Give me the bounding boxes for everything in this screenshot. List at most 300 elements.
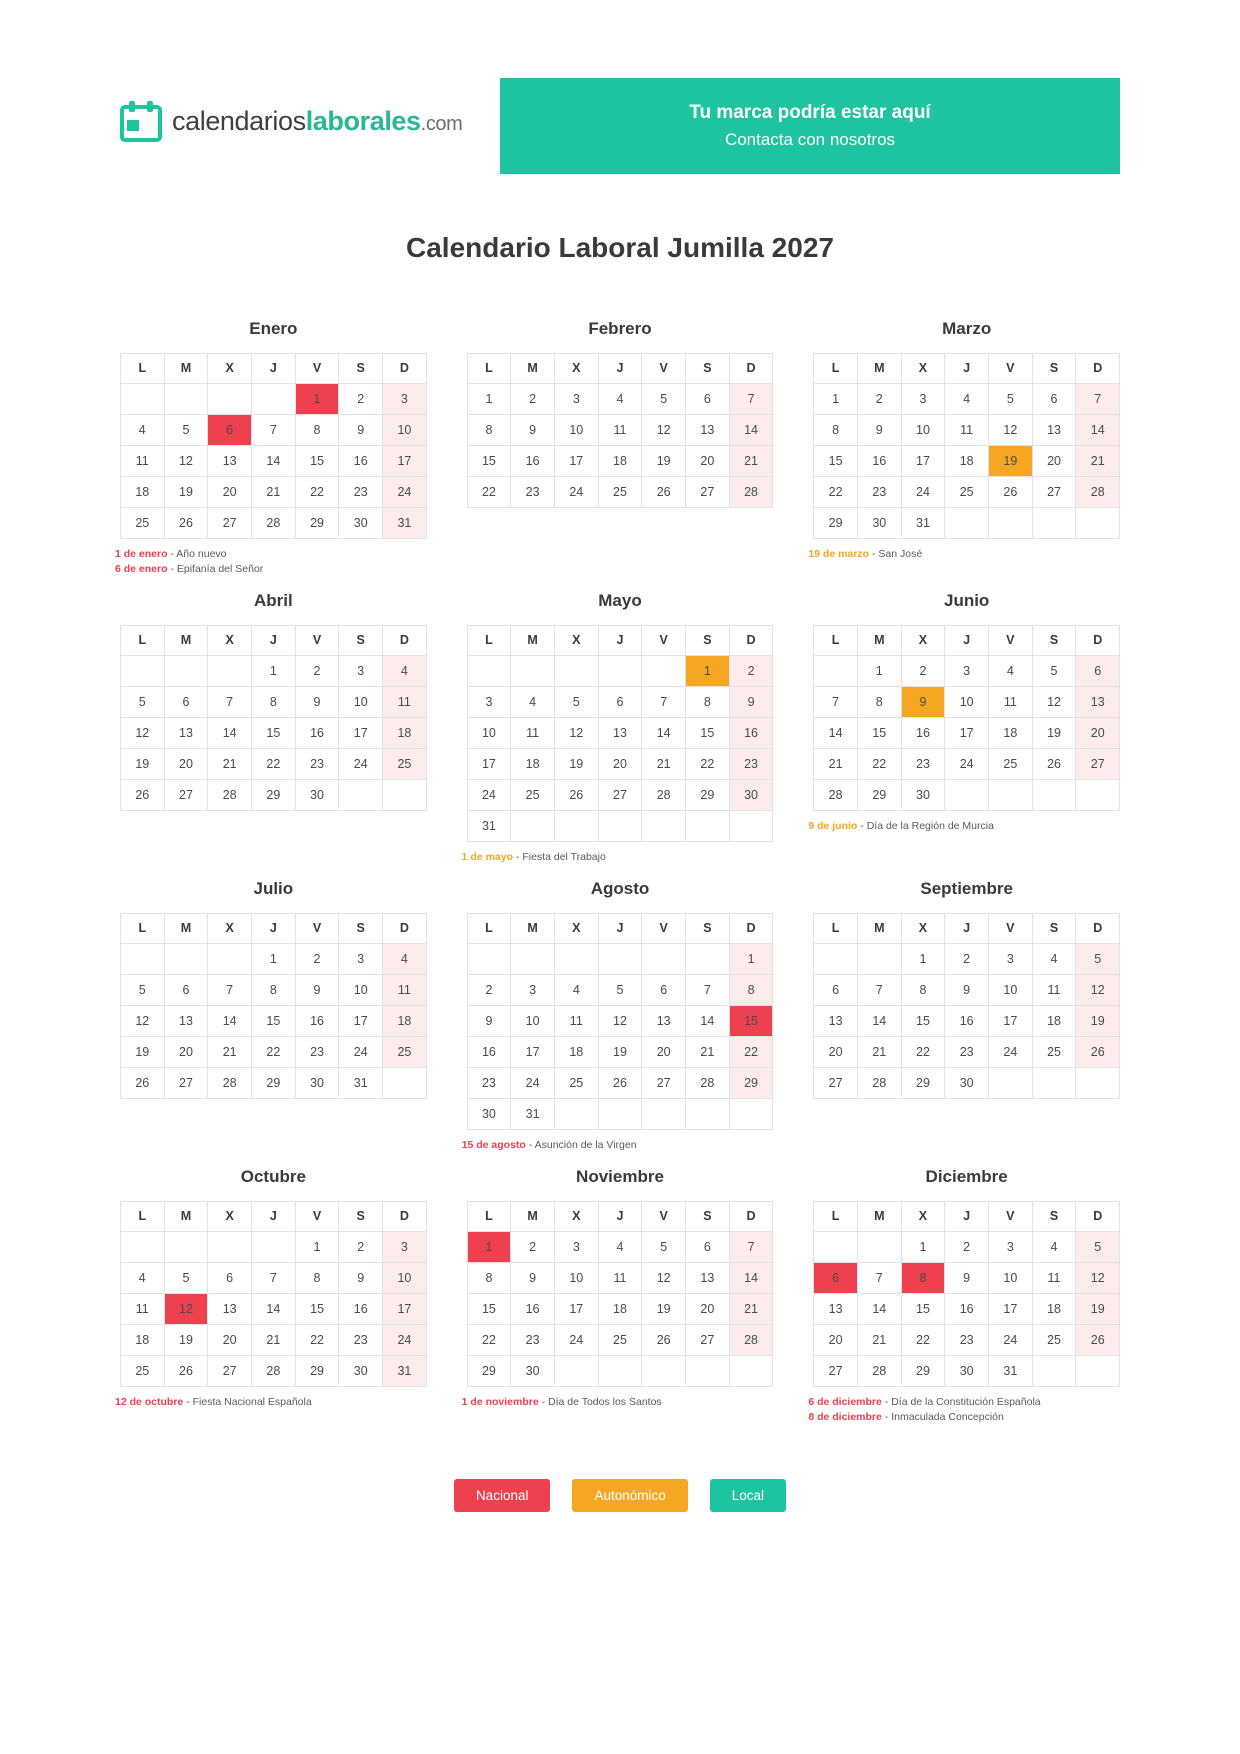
day-cell: 14 <box>251 445 295 476</box>
site-logo[interactable] <box>120 100 462 142</box>
day-cell: 10 <box>989 1262 1033 1293</box>
weekday-header: S <box>339 913 383 943</box>
day-cell: 25 <box>1032 1036 1076 1067</box>
day-cell: 5 <box>598 974 642 1005</box>
day-cell: 7 <box>251 1262 295 1293</box>
week-row <box>120 414 426 445</box>
day-cell: 11 <box>598 414 642 445</box>
day-cell: 30 <box>295 1067 339 1098</box>
weekday-header: M <box>511 1201 555 1231</box>
day-cell: 29 <box>729 1067 773 1098</box>
day-cell: 21 <box>1076 445 1120 476</box>
weekday-header: V <box>989 625 1033 655</box>
day-cell: 7 <box>814 686 858 717</box>
day-cell: 12 <box>120 717 164 748</box>
day-cell: 3 <box>511 974 555 1005</box>
day-cell-empty <box>642 810 686 841</box>
day-cell: 21 <box>208 1036 252 1067</box>
day-cell: 28 <box>686 1067 730 1098</box>
weekday-header: D <box>729 353 773 383</box>
day-cell: 15 <box>295 445 339 476</box>
week-row <box>814 1036 1120 1067</box>
day-cell: 22 <box>686 748 730 779</box>
day-cell: 1 <box>857 655 901 686</box>
day-cell: 30 <box>511 1355 555 1386</box>
month-table <box>467 1201 774 1387</box>
day-cell: 6 <box>686 383 730 414</box>
day-cell: 31 <box>383 507 427 538</box>
day-cell: 29 <box>251 1067 295 1098</box>
day-cell-empty <box>598 943 642 974</box>
day-cell: 23 <box>511 476 555 507</box>
day-cell-empty <box>1076 1067 1120 1098</box>
day-cell-empty <box>208 1231 252 1262</box>
day-cell: 3 <box>383 1231 427 1262</box>
day-cell: 23 <box>945 1324 989 1355</box>
day-cell: 24 <box>383 476 427 507</box>
day-cell: 26 <box>554 779 598 810</box>
day-cell: 7 <box>729 383 773 414</box>
month-block <box>808 879 1125 1153</box>
holiday-notes <box>115 547 415 577</box>
day-cell: 14 <box>1076 414 1120 445</box>
day-cell: 14 <box>857 1005 901 1036</box>
day-cell: 27 <box>814 1067 858 1098</box>
month-table <box>813 1201 1120 1387</box>
day-cell: 23 <box>339 1324 383 1355</box>
legend-item-local[interactable]: Local <box>710 1479 786 1512</box>
day-cell: 13 <box>598 717 642 748</box>
day-cell: 9 <box>467 1005 511 1036</box>
day-cell-empty <box>120 655 164 686</box>
day-cell: 26 <box>164 1355 208 1386</box>
week-row <box>814 779 1120 810</box>
week-row <box>120 1355 426 1386</box>
day-cell: 24 <box>383 1324 427 1355</box>
day-cell: 9 <box>511 414 555 445</box>
day-cell: 28 <box>729 476 773 507</box>
day-cell-empty <box>857 943 901 974</box>
day-cell: 30 <box>857 507 901 538</box>
day-cell: 14 <box>686 1005 730 1036</box>
week-row <box>814 414 1120 445</box>
weekday-header: X <box>554 353 598 383</box>
day-cell: 16 <box>901 717 945 748</box>
month-name: Abril <box>253 590 293 610</box>
day-cell: 28 <box>208 1067 252 1098</box>
day-cell: 24 <box>945 748 989 779</box>
promo-banner[interactable] <box>500 78 1120 174</box>
month-name: Diciembre <box>925 1166 1008 1186</box>
page-title: Calendario Laboral Jumilla 2027 <box>406 232 834 263</box>
day-cell: 10 <box>383 414 427 445</box>
day-cell: 4 <box>383 655 427 686</box>
day-cell: 23 <box>857 476 901 507</box>
day-cell: 20 <box>208 476 252 507</box>
day-cell-empty <box>554 655 598 686</box>
day-cell: 7 <box>686 974 730 1005</box>
day-cell-empty <box>857 1231 901 1262</box>
day-cell: 8 <box>814 414 858 445</box>
day-cell: 14 <box>857 1293 901 1324</box>
weekday-header: J <box>251 913 295 943</box>
logo-text-part1: calendarios <box>172 105 306 136</box>
day-cell: 13 <box>164 1005 208 1036</box>
day-cell: 18 <box>1032 1005 1076 1036</box>
day-cell: 12 <box>989 414 1033 445</box>
day-cell: 28 <box>729 1324 773 1355</box>
day-cell: 2 <box>857 383 901 414</box>
week-row <box>467 1293 773 1324</box>
day-cell-empty <box>554 943 598 974</box>
month-name: Marzo <box>942 318 992 338</box>
day-cell: 19 <box>1032 717 1076 748</box>
day-cell: 5 <box>164 414 208 445</box>
holiday-notes <box>462 1395 762 1410</box>
day-cell: 11 <box>945 414 989 445</box>
week-row <box>120 974 426 1005</box>
weekday-header: D <box>383 1201 427 1231</box>
day-cell: 23 <box>295 748 339 779</box>
month-table <box>120 913 427 1099</box>
month-name: Septiembre <box>920 878 1013 898</box>
day-cell: 10 <box>554 414 598 445</box>
day-cell: 10 <box>901 414 945 445</box>
weekday-header: L <box>120 1201 164 1231</box>
day-cell: 23 <box>295 1036 339 1067</box>
week-row <box>814 974 1120 1005</box>
day-cell-empty <box>945 507 989 538</box>
months-grid <box>0 283 1240 1439</box>
day-cell: 18 <box>120 476 164 507</box>
day-cell: 30 <box>945 1355 989 1386</box>
weekday-header-row <box>120 913 426 943</box>
day-cell-holiday: 15 <box>729 1005 773 1036</box>
day-cell: 22 <box>467 1324 511 1355</box>
holiday-note-text: Día de la Región de Murcia <box>866 819 994 832</box>
holiday-note-date: 15 de agosto <box>461 1138 526 1151</box>
logo-text-part3: .com <box>420 112 463 135</box>
day-cell: 3 <box>989 943 1033 974</box>
weekday-header: V <box>989 353 1033 383</box>
day-cell-empty <box>1032 1067 1076 1098</box>
week-row <box>120 383 426 414</box>
day-cell: 4 <box>554 974 598 1005</box>
week-row <box>467 1231 773 1262</box>
month-table <box>120 1201 427 1387</box>
day-cell: 4 <box>598 383 642 414</box>
day-cell: 16 <box>295 1005 339 1036</box>
month-block <box>462 319 779 577</box>
day-cell: 5 <box>120 686 164 717</box>
day-cell: 27 <box>1032 476 1076 507</box>
holiday-notes <box>462 1138 762 1153</box>
day-cell: 19 <box>164 476 208 507</box>
legend <box>0 1479 1240 1512</box>
week-row <box>814 943 1120 974</box>
weekday-header: L <box>120 625 164 655</box>
day-cell: 12 <box>642 414 686 445</box>
holiday-note-text: Epifanía del Señor <box>176 562 264 575</box>
day-cell: 8 <box>467 1262 511 1293</box>
weekday-header-row <box>467 625 773 655</box>
day-cell: 1 <box>251 943 295 974</box>
week-row <box>814 717 1120 748</box>
day-cell-empty <box>467 943 511 974</box>
weekday-header: L <box>120 353 164 383</box>
day-cell-empty <box>729 1098 773 1129</box>
weekday-header: M <box>164 913 208 943</box>
month-block <box>115 591 432 865</box>
day-cell: 15 <box>467 445 511 476</box>
day-cell: 16 <box>339 445 383 476</box>
weekday-header: L <box>467 625 511 655</box>
day-cell: 3 <box>383 383 427 414</box>
day-cell: 4 <box>511 686 555 717</box>
week-row <box>467 1262 773 1293</box>
month-name: Enero <box>249 318 298 338</box>
holiday-note-text: Fiesta Nacional Española <box>192 1395 312 1408</box>
calendar-icon <box>120 100 162 142</box>
weekday-header: M <box>857 913 901 943</box>
day-cell-holiday: 12 <box>164 1293 208 1324</box>
holiday-note-date: 1 de noviembre <box>461 1395 539 1408</box>
day-cell-empty <box>598 1098 642 1129</box>
day-cell: 11 <box>1032 974 1076 1005</box>
weekday-header: D <box>383 913 427 943</box>
day-cell: 16 <box>729 717 773 748</box>
week-row <box>467 748 773 779</box>
day-cell: 8 <box>467 414 511 445</box>
day-cell: 14 <box>729 414 773 445</box>
day-cell: 13 <box>686 1262 730 1293</box>
day-cell: 6 <box>642 974 686 1005</box>
day-cell: 12 <box>1032 686 1076 717</box>
day-cell: 21 <box>814 748 858 779</box>
day-cell: 25 <box>511 779 555 810</box>
weekday-header: J <box>945 1201 989 1231</box>
month-table <box>813 913 1120 1099</box>
day-cell: 19 <box>554 748 598 779</box>
week-row <box>814 1067 1120 1098</box>
day-cell: 9 <box>857 414 901 445</box>
week-row <box>120 1262 426 1293</box>
day-cell: 4 <box>383 943 427 974</box>
day-cell: 18 <box>554 1036 598 1067</box>
day-cell: 30 <box>467 1098 511 1129</box>
weekday-header: V <box>295 1201 339 1231</box>
day-cell: 13 <box>1076 686 1120 717</box>
weekday-header: X <box>554 1201 598 1231</box>
day-cell: 24 <box>989 1036 1033 1067</box>
week-row <box>120 943 426 974</box>
weekday-header: L <box>814 913 858 943</box>
day-cell: 21 <box>208 748 252 779</box>
weekday-header: S <box>339 625 383 655</box>
day-cell: 21 <box>857 1036 901 1067</box>
week-row <box>467 445 773 476</box>
day-cell: 14 <box>208 1005 252 1036</box>
day-cell: 26 <box>642 1324 686 1355</box>
weekday-header: V <box>295 353 339 383</box>
day-cell: 28 <box>814 779 858 810</box>
holiday-notes <box>462 850 762 865</box>
day-cell: 4 <box>945 383 989 414</box>
day-cell: 15 <box>686 717 730 748</box>
day-cell: 27 <box>164 779 208 810</box>
day-cell: 11 <box>383 686 427 717</box>
day-cell: 3 <box>339 943 383 974</box>
week-row <box>467 779 773 810</box>
day-cell: 5 <box>1076 943 1120 974</box>
day-cell: 24 <box>554 476 598 507</box>
legend-item-autonómico[interactable]: Autonómico <box>572 1479 687 1512</box>
day-cell-holiday: 6 <box>208 414 252 445</box>
day-cell: 4 <box>120 1262 164 1293</box>
day-cell-empty <box>1076 507 1120 538</box>
weekday-header: L <box>814 353 858 383</box>
week-row <box>120 1067 426 1098</box>
weekday-header-row <box>814 913 1120 943</box>
holiday-note: 19 de marzo - San José <box>808 547 923 560</box>
weekday-header: V <box>989 913 1033 943</box>
day-cell: 21 <box>857 1324 901 1355</box>
day-cell: 6 <box>1032 383 1076 414</box>
day-cell: 1 <box>467 383 511 414</box>
day-cell: 20 <box>598 748 642 779</box>
day-cell: 22 <box>901 1036 945 1067</box>
day-cell: 29 <box>295 1355 339 1386</box>
day-cell-empty <box>120 383 164 414</box>
day-cell: 29 <box>467 1355 511 1386</box>
day-cell-empty <box>598 655 642 686</box>
weekday-header: J <box>598 625 642 655</box>
weekday-header: D <box>729 913 773 943</box>
day-cell: 8 <box>295 414 339 445</box>
day-cell: 26 <box>120 1067 164 1098</box>
holiday-notes <box>808 547 1108 562</box>
day-cell: 16 <box>945 1005 989 1036</box>
day-cell: 15 <box>295 1293 339 1324</box>
day-cell: 27 <box>164 1067 208 1098</box>
month-name: Noviembre <box>576 1166 664 1186</box>
day-cell: 20 <box>814 1036 858 1067</box>
day-cell: 30 <box>295 779 339 810</box>
weekday-header: D <box>1076 1201 1120 1231</box>
day-cell: 10 <box>989 974 1033 1005</box>
day-cell: 11 <box>511 717 555 748</box>
month-table <box>813 353 1120 539</box>
day-cell: 9 <box>511 1262 555 1293</box>
week-row <box>467 717 773 748</box>
week-row <box>814 1293 1120 1324</box>
day-cell: 16 <box>467 1036 511 1067</box>
day-cell: 10 <box>945 686 989 717</box>
day-cell: 6 <box>598 686 642 717</box>
weekday-header: L <box>814 625 858 655</box>
day-cell-empty <box>511 810 555 841</box>
weekday-header-row <box>467 913 773 943</box>
day-cell: 2 <box>467 974 511 1005</box>
day-cell: 28 <box>251 507 295 538</box>
day-cell: 17 <box>467 748 511 779</box>
day-cell: 18 <box>120 1324 164 1355</box>
day-cell: 24 <box>511 1067 555 1098</box>
day-cell-empty <box>642 655 686 686</box>
day-cell: 17 <box>989 1293 1033 1324</box>
week-row <box>120 779 426 810</box>
day-cell: 12 <box>164 445 208 476</box>
weekday-header: X <box>208 353 252 383</box>
day-cell: 19 <box>1076 1005 1120 1036</box>
day-cell: 6 <box>164 974 208 1005</box>
day-cell: 25 <box>989 748 1033 779</box>
day-cell: 2 <box>729 655 773 686</box>
weekday-header: J <box>945 625 989 655</box>
day-cell: 18 <box>383 1005 427 1036</box>
day-cell-empty <box>208 383 252 414</box>
day-cell: 6 <box>686 1231 730 1262</box>
day-cell: 8 <box>729 974 773 1005</box>
weekday-header: M <box>511 353 555 383</box>
day-cell: 3 <box>901 383 945 414</box>
day-cell: 31 <box>901 507 945 538</box>
day-cell: 28 <box>642 779 686 810</box>
week-row <box>814 1262 1120 1293</box>
day-cell: 22 <box>857 748 901 779</box>
day-cell: 7 <box>208 686 252 717</box>
day-cell: 28 <box>857 1067 901 1098</box>
day-cell: 7 <box>208 974 252 1005</box>
day-cell-empty <box>1032 779 1076 810</box>
day-cell: 17 <box>511 1036 555 1067</box>
day-cell: 25 <box>945 476 989 507</box>
day-cell-empty <box>598 1355 642 1386</box>
month-table <box>467 913 774 1130</box>
day-cell: 31 <box>383 1355 427 1386</box>
weekday-header-row <box>814 625 1120 655</box>
day-cell-empty <box>1076 779 1120 810</box>
month-name: Agosto <box>590 878 650 898</box>
day-cell: 16 <box>339 1293 383 1324</box>
day-cell: 4 <box>1032 1231 1076 1262</box>
legend-item-nacional[interactable]: Nacional <box>454 1479 551 1512</box>
holiday-note-text: Año nuevo <box>176 547 227 560</box>
weekday-header: D <box>1076 625 1120 655</box>
day-cell: 27 <box>208 1355 252 1386</box>
weekday-header: D <box>1076 353 1120 383</box>
week-row <box>814 686 1120 717</box>
month-block <box>808 591 1125 865</box>
day-cell: 28 <box>857 1355 901 1386</box>
day-cell: 18 <box>511 748 555 779</box>
week-row <box>467 1355 773 1386</box>
day-cell: 8 <box>857 686 901 717</box>
day-cell: 15 <box>814 445 858 476</box>
day-cell-empty <box>339 779 383 810</box>
day-cell: 4 <box>120 414 164 445</box>
day-cell: 9 <box>339 1262 383 1293</box>
month-table <box>467 353 774 508</box>
week-row <box>467 810 773 841</box>
day-cell: 16 <box>511 1293 555 1324</box>
day-cell: 23 <box>729 748 773 779</box>
day-cell: 24 <box>901 476 945 507</box>
week-row <box>467 1324 773 1355</box>
day-cell: 17 <box>945 717 989 748</box>
day-cell: 20 <box>1076 717 1120 748</box>
week-row <box>120 1293 426 1324</box>
